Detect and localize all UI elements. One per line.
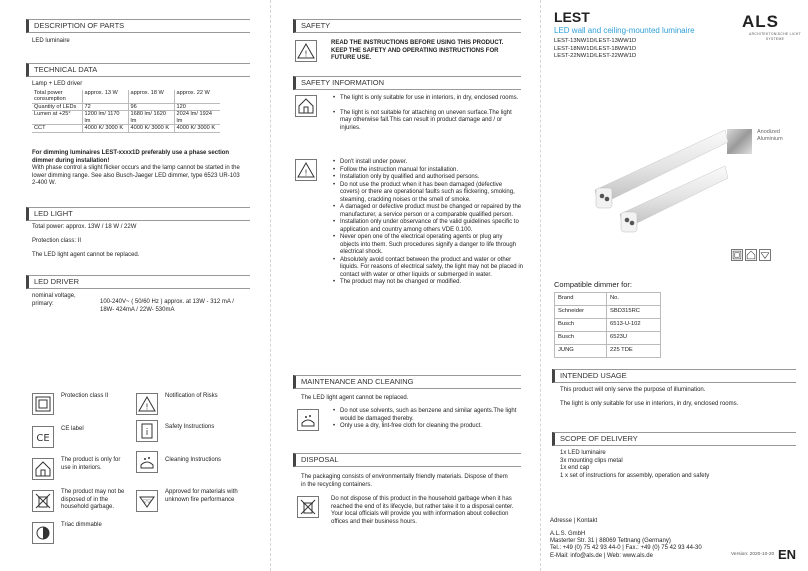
version-label: Version: 2020-10-20 <box>731 552 775 557</box>
dimmer-table <box>554 292 661 358</box>
model-line: LEST-18NW1D/LEST-18WW1D <box>554 45 637 52</box>
list-item: 1x LED luminaire <box>560 450 606 456</box>
material-swatch <box>727 129 752 154</box>
intended-p1: This product will only serve the purpose of illumination. <box>560 387 706 393</box>
column-left <box>0 0 270 571</box>
list-item: • Follow the instruction manual for installation. <box>333 167 523 175</box>
legend-label: The product is only for use in interiors. <box>61 457 121 471</box>
dimming-warning: For dimming luminaires LEST-xxxx1D preferably use a phase section dimmer during installation! <box>32 150 230 164</box>
technical-table <box>32 90 220 133</box>
led-light-power: Total power: approx. 13W / 18 W / 22W <box>32 224 137 230</box>
description-text: LED luminaire <box>32 38 70 44</box>
address-company: A.L.S. GmbH <box>550 531 586 537</box>
table-cell: 4000 K/ 3000 K <box>174 125 220 132</box>
table-row <box>555 345 661 358</box>
indoor-use-icon <box>745 249 757 261</box>
table-cell: 72 <box>82 103 128 110</box>
logo-tagline: ARCHITEKTONISCHE LICHT SYSTEME <box>749 32 801 41</box>
table-cell: Schneider <box>555 306 607 319</box>
legend-label: The product may not be disposed of in the household garbage. <box>61 489 125 510</box>
warning-triangle-icon <box>295 40 317 62</box>
product-subtitle: LED wall and ceiling-mounted luminaire <box>554 26 695 35</box>
legend-label: Safety Instructions <box>165 424 215 430</box>
table-cell: Busch <box>555 319 607 332</box>
indoor-use-icon <box>32 458 54 480</box>
list-item: • The light is only suitable for use in interiors, in dry, enclosed rooms. <box>333 95 519 103</box>
table-cell: 6513-U-102 <box>607 319 661 332</box>
table-cell: SBD315RC <box>607 306 661 319</box>
table-cell: Busch <box>555 332 607 345</box>
table-cell: 4000 K/ 3000 K <box>128 125 174 132</box>
address-web: E-Mail: info@als.de | Web: www.als.de <box>550 553 653 559</box>
list-item: • Do not use solvents, such as benzene and similar agents.The light would be damaged thereby. <box>333 408 519 423</box>
table-cell: Total power consumption <box>32 90 82 103</box>
intended-header: INTENDED USAGE <box>552 369 796 383</box>
ce-label-icon <box>32 426 54 448</box>
cleaning-instructions-icon <box>297 409 319 431</box>
safety-info-header: SAFETY INFORMATION <box>293 76 521 90</box>
list-item: • A damaged or defective product must be changed or repaired by the manufacturer, a service person or a comparable qualified person. <box>333 204 523 219</box>
scope-list <box>560 450 709 480</box>
disposal-text: Do not dispose of this product in the household garbage when it has reached the end of its lifecycle, but rather take it to a disposal center. Your local officials will provide you with information about collection offices and their business hours. <box>331 496 514 525</box>
product-title: LEST <box>554 9 590 25</box>
maintenance-list <box>333 408 519 431</box>
svg-text:▽▽: ▽▽ <box>143 499 151 505</box>
table-row <box>32 111 220 125</box>
legend-label: Approved for materials with unknown fire performance <box>165 489 238 503</box>
crossed-bin-icon <box>32 490 54 512</box>
address-street: Masterter Str. 31 | 88069 Tettnang (Germany) <box>550 538 671 544</box>
table-row <box>555 332 661 345</box>
table-cell: approx. 13 W <box>82 90 128 103</box>
driver-label: nominal voltage, primary: <box>32 293 76 307</box>
table-row <box>32 90 220 103</box>
table-cell: JUNG <box>555 345 607 358</box>
svg-text:i: i <box>145 428 149 438</box>
logo-name: ALS <box>742 12 779 31</box>
table-cell: Lumen at +25° <box>32 111 82 125</box>
safety-text: READ THE INSTRUCTIONS BEFORE USING THIS PRODUCT. KEEP THE SAFETY AND OPERATING INSTRUCTIONS FOR FUTURE USE. <box>331 40 504 61</box>
furniture-mount-icon <box>759 249 771 261</box>
table-row <box>32 125 220 132</box>
legend-label: CE label <box>61 426 84 432</box>
table-cell: 96 <box>128 103 174 110</box>
model-line: LEST-22NW1D/LEST-22WW1D <box>554 53 637 60</box>
led-light-header: LED LIGHT <box>26 207 250 221</box>
led-light-agent: The LED light agent cannot be replaced. <box>32 252 140 258</box>
protection-class-ii-icon <box>32 393 54 415</box>
brand-logo <box>742 11 808 41</box>
list-item: • Don't install under power. <box>333 159 523 167</box>
column-middle <box>270 0 540 571</box>
led-light-protection: Protection class: II <box>32 238 82 244</box>
table-cell: approx. 22 W <box>174 90 220 103</box>
maintenance-intro: The LED light agent cannot be replaced. <box>301 395 409 401</box>
maintenance-header: MAINTENANCE AND CLEANING <box>293 375 521 389</box>
table-cell: 1200 lm/ 1170 lm <box>82 111 128 125</box>
svg-text:!: ! <box>304 168 308 178</box>
legend-label: Cleaning Instructions <box>165 457 222 463</box>
safety-header: SAFETY <box>293 19 521 33</box>
table-row <box>555 306 661 319</box>
table-cell: 4000 K/ 3000 K <box>82 125 128 132</box>
safety-instructions-icon <box>136 420 158 442</box>
list-item: • Installation only under observance of the valid guidelines specific to application and country among others VDE 0.100. <box>333 219 523 234</box>
table-cell: No. <box>607 293 661 306</box>
model-line: LEST-13NW1D/LEST-13WW1D <box>554 38 637 44</box>
technical-intro: Lamp + LED driver <box>32 81 83 87</box>
dimmer-caption: Compatible dimmer for: <box>554 280 632 289</box>
scope-header: SCOPE OF DELIVERY <box>552 432 796 446</box>
table-cell: CCT <box>32 125 82 132</box>
list-item: • Absolutely avoid contact between the product and water or other liquids. For reasons of electrical safety, the light may not be placed in contact with water or other liquids or submerged in water. <box>333 257 523 280</box>
address-heading: Adresse | Kontakt <box>550 518 598 524</box>
table-cell: 2024 lm/ 1924 lm <box>174 111 220 125</box>
technical-header: TECHNICAL DATA <box>26 63 250 77</box>
table-row <box>555 319 661 332</box>
legend-label: Protection class II <box>61 393 109 399</box>
triac-dimmable-icon <box>32 522 54 544</box>
protection-class-ii-icon <box>731 249 743 261</box>
list-item: • Installation only by qualified and authorised persons. <box>333 174 523 182</box>
notification-of-risks-icon <box>136 393 158 415</box>
disposal-header: DISPOSAL <box>293 453 521 467</box>
intended-p2: The light is only suitable for use in interiors, in dry, enclosed rooms. <box>560 401 739 407</box>
product-models <box>554 38 636 61</box>
driver-value: 100-240V~ ( 50/60 Hz ) approx. at 13W - 312 mA / 18W- 424mA / 22W- 530mA <box>100 299 234 313</box>
list-item: • Do not use the product when it has been damaged (defective covers) or there are operational faults such as flickering, smoking, steaming, crackling noises or the smell of smoke. <box>333 182 523 205</box>
language-code: EN <box>778 547 797 562</box>
table-row <box>32 103 220 110</box>
description-header: DESCRIPTION OF PARTS <box>26 19 250 33</box>
table-cell: 6523U <box>607 332 661 345</box>
legend-label: Notification of Risks <box>165 393 218 399</box>
led-driver-header: LED DRIVER <box>26 275 250 289</box>
list-item: • The light is not suitable for attaching on uneven surface.The light may otherwise fall.This can result in product damage and / or injuries. <box>333 110 519 133</box>
crossed-bin-icon <box>297 496 319 518</box>
safety-info-list-1 <box>333 95 519 132</box>
svg-text:!: ! <box>145 402 149 412</box>
table-cell: approx. 18 W <box>128 90 174 103</box>
indoor-use-icon <box>295 95 317 117</box>
safety-info-list-2 <box>333 159 523 287</box>
material-label: Anodized Aluminium <box>757 129 783 142</box>
list-item: 3x mounting clips metal <box>560 457 623 464</box>
warning-triangle-icon <box>295 159 317 181</box>
dimming-text: With phase control a slight flicker occurs and the lamp cannot be started in the lower dimming range. See also Busch-Jaeger LED dimmer, type 6523 UR-103 2-400 W. <box>32 165 240 186</box>
list-item: • The product may not be changed or modified. <box>333 279 523 287</box>
table-cell: Brand <box>555 293 607 306</box>
list-item: • Never open one of the electrical operating agents or plug any objects into them. Such procedures signify a danger to life through electrical shock. <box>333 234 523 257</box>
list-item: 1 x set of instructions for assembly, operation and safety <box>560 472 710 479</box>
address-phone: Tel.: +49 (0) 75 42 93 44-0 | Fax.: +49 (0) 75 42 93 44-30 <box>550 545 702 551</box>
table-cell: 225 TDE <box>607 345 661 358</box>
product-image <box>590 128 730 238</box>
list-item: 1x end cap <box>560 465 590 471</box>
legend-label: Triac dimmable <box>61 522 102 528</box>
svg-text:!: ! <box>304 49 308 59</box>
cleaning-instructions-icon <box>136 451 158 473</box>
list-item: • Only use a dry, lint-free cloth for cleaning the product. <box>333 423 519 431</box>
table-row <box>555 293 661 306</box>
furniture-mount-icon <box>136 490 158 512</box>
disposal-intro: The packaging consists of environmentally friendly materials. Dispose of them in the recycling containers. <box>301 474 508 488</box>
svg-text:CE: CE <box>36 433 50 444</box>
table-cell: 120 <box>174 103 220 110</box>
table-cell: Quantity of LEDs <box>32 103 82 110</box>
table-cell: 1680 lm/ 1620 lm <box>128 111 174 125</box>
